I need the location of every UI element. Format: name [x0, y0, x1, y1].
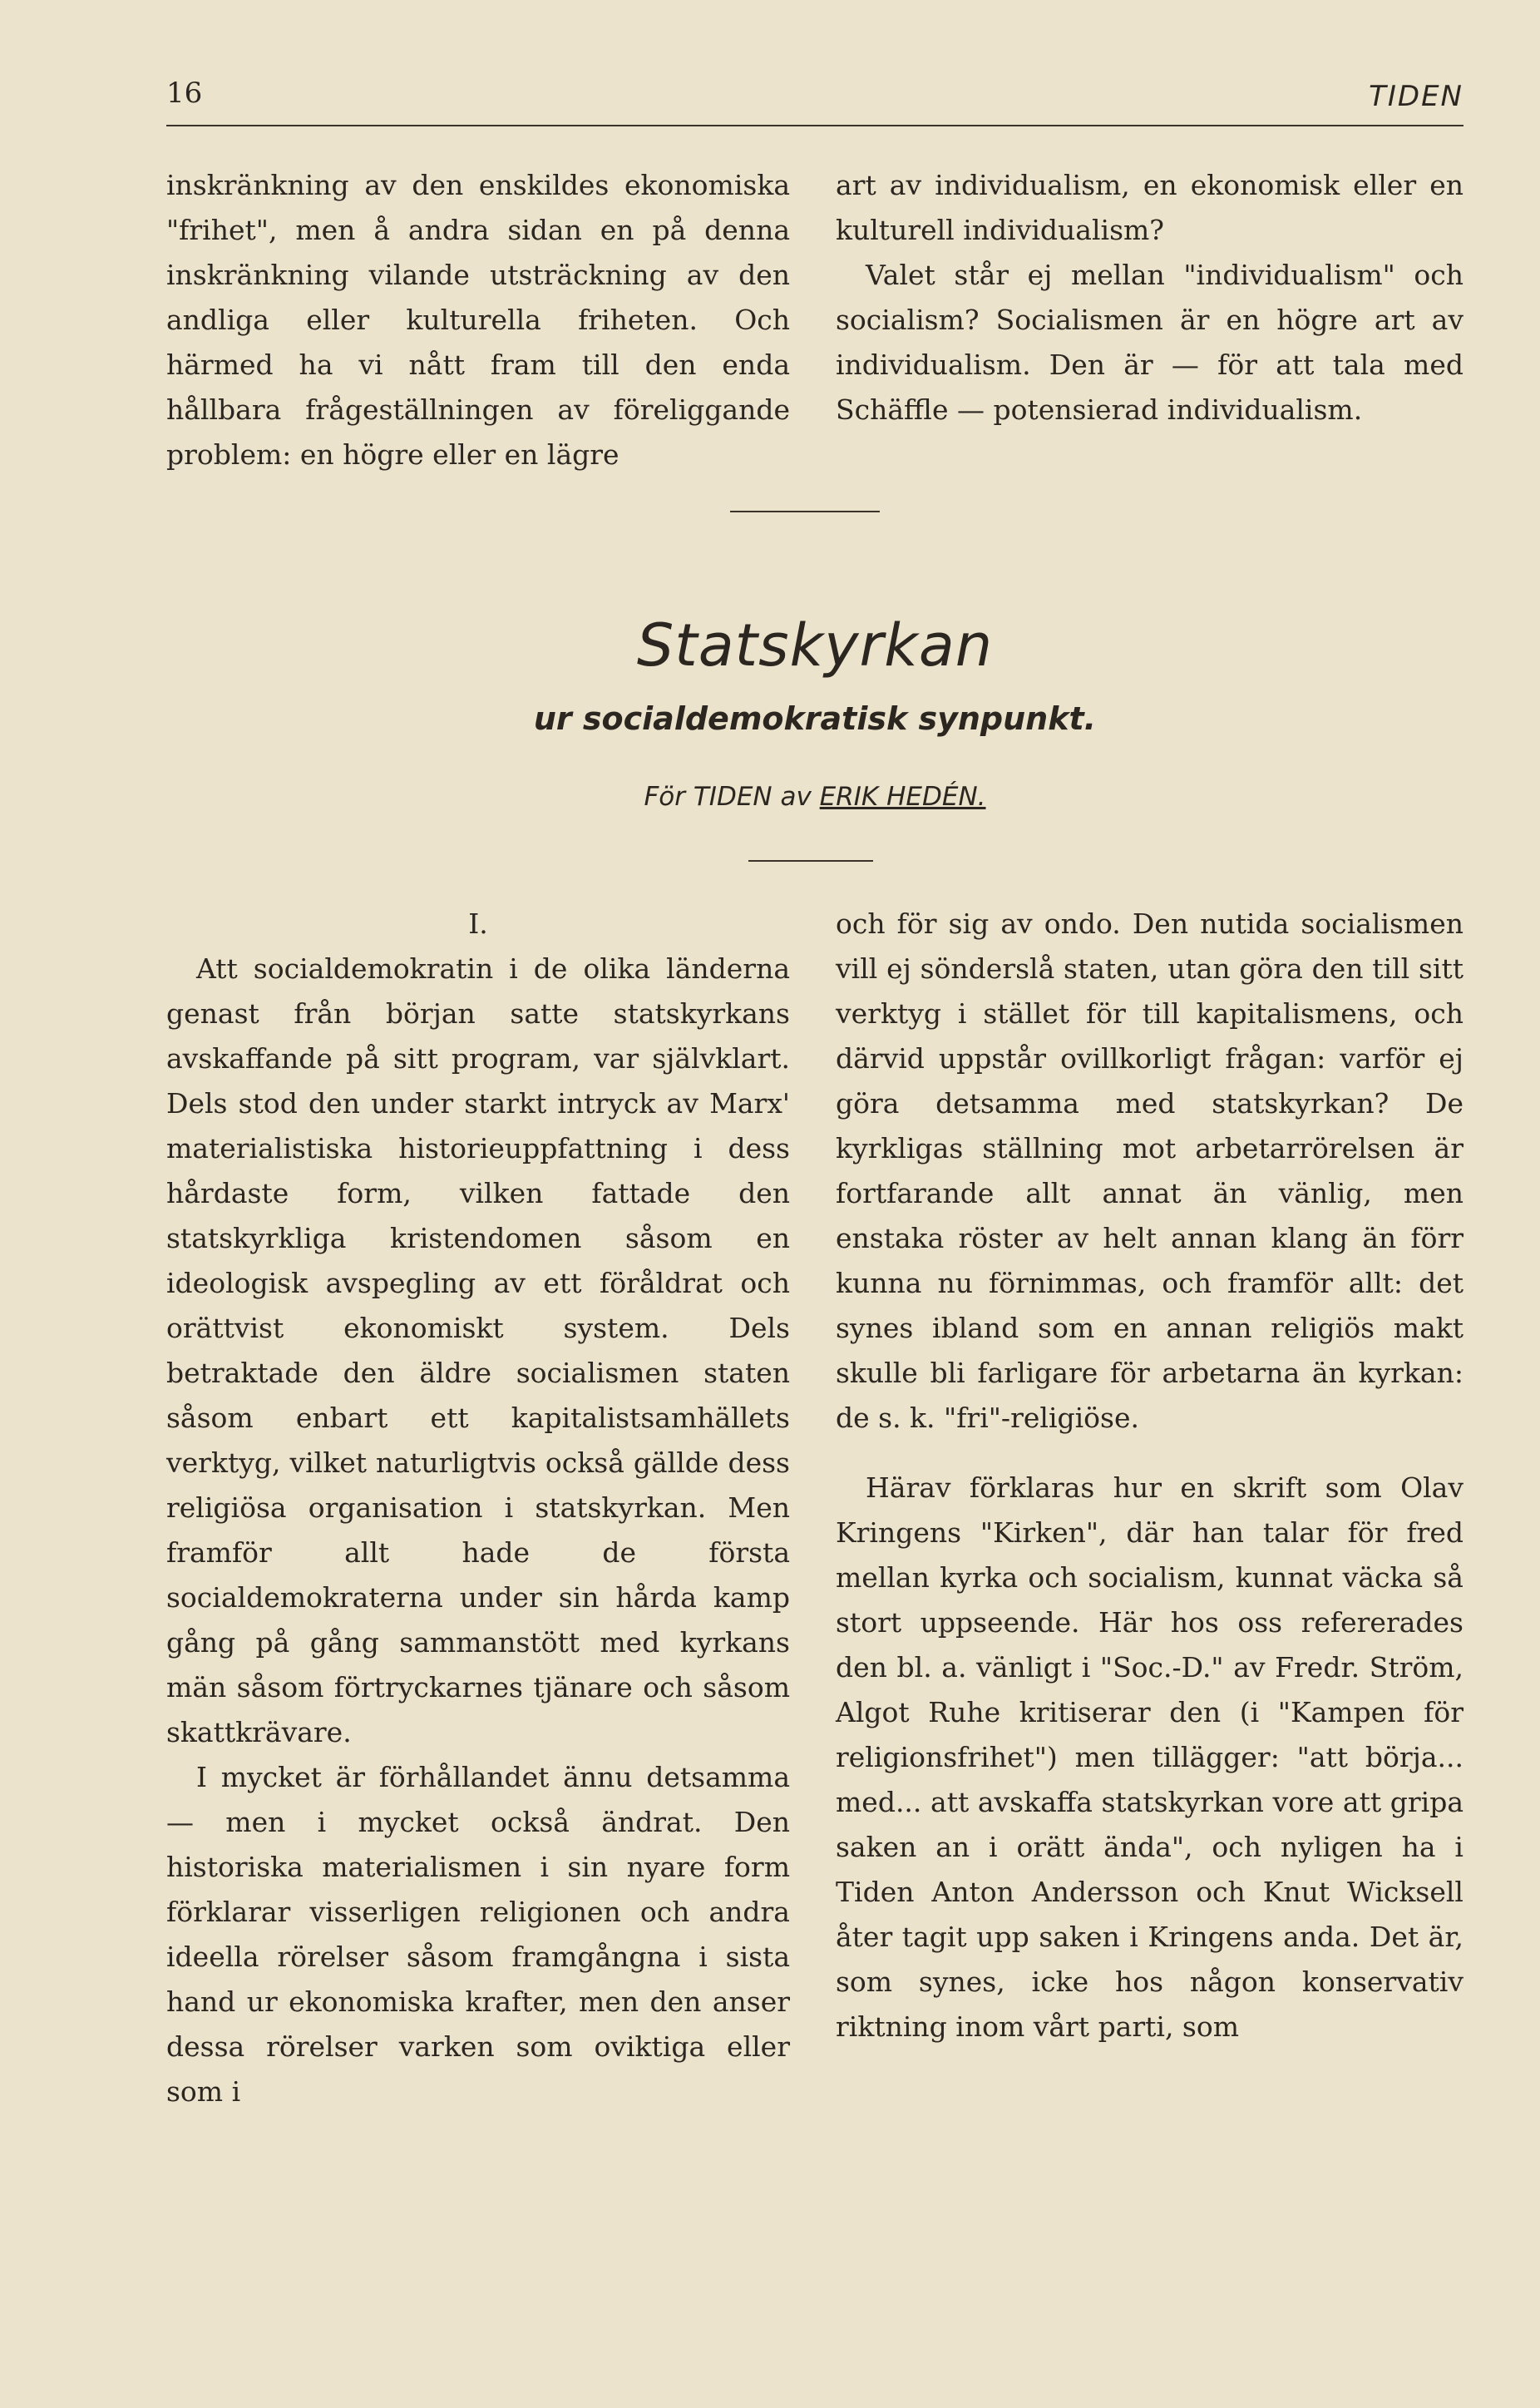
page-number: 16: [166, 77, 203, 110]
byline-prefix: För TIDEN av: [644, 782, 812, 812]
running-header: [166, 77, 1463, 126]
paragraph: Att socialdemokratin i de olika länderna genast från början satte statskyrkans avskaffande på sitt program, var självklart. Dels stod den under starkt intryck av Marx' materialistiska historieuppfattning i dess hårdaste form, vilken fattade den statskyrkliga kristendomen såsom en ideologisk avspegling av ett föråldrat och orättvist ekonomiskt system. Dels betraktade den äldre socialismen staten såsom enbart ett kapitalistsamhällets verktyg, vilket naturligtvis också gällde dess religiösa organisation i statskyrkan. Men framför allt hade de första socialdemokraterna under sin hårda kamp gång på gång sammanstött med kyrkans män såsom förtryckarnes tjänare och såsom skattkrävare.: [166, 952, 790, 1748]
title-divider: [748, 860, 873, 862]
journal-name: TIDEN: [1369, 80, 1463, 113]
section-divider: [730, 511, 880, 512]
paragraph: och för sig av ondo. Den nutida socialismen vill ej sönderslå staten, utan göra den till sitt verktyg i stället för till kapitalismens, och därvid uppstår ovillkorligt frågan: varför ej göra detsamma med statskyrkan? De kyrkligas ställning mot arbetarrörelsen är fortfarande allt annat än vänlig, men enstaka röster av helt annan klang än förr kunna nu förnimmas, och framför allt: det synes ibland som en annan religiös makt skulle bli farligare för arbetarna än kyrkan: de s. k. "fri"-religiöse.: [836, 907, 1463, 1434]
header-rule: [166, 125, 1463, 126]
section-numeral: I.: [468, 907, 488, 940]
article-column-left: [166, 902, 790, 2114]
continued-paragraph-end: art av individualism, en ekonomisk eller en kulturell individualism?: [836, 169, 1463, 246]
article-column-right: [836, 902, 1463, 2050]
continued-text-right: [836, 163, 1463, 433]
closing-paragraph: Valet står ej mellan "individualism" och socialism? Socialismen är en högre art av individualism. Den är — för att tala med Schäffle — potensierad individualism.: [836, 259, 1463, 426]
paragraph: Härav förklaras hur en skrift som Olav Kringens "Kirken", där han talar för fred mellan kyrka och socialism, kunnat väcka så stort uppseende. Här hos oss refererades den bl. a. vänligt i "Soc.-D." av Fredr. Ström, Algot Ruhe kritiserar den (i "Kampen för religionsfrihet") men tillägger: "att börja... med... att avskaffa statskyrkan vore att gripa saken an i orätt ända", och nyligen ha i Tiden Anton Andersson och Knut Wicksell åter tagit upp saken i Kringens anda. Det är, som synes, icke hos någon konservativ riktning inom vårt parti, som: [836, 1471, 1463, 2043]
article-byline: [166, 782, 1463, 812]
continued-paragraph: inskränkning av den enskildes ekonomiska "frihet", men å andra sidan en på denna inskränkning vilande utsträckning av den andliga eller kulturella friheten. Och härmed ha vi nått fram till den enda hållbara frågeställningen av föreliggande problem: en högre eller en lägre: [166, 169, 790, 471]
byline-author: ERIK HEDÉN.: [819, 782, 986, 812]
paragraph: I mycket är förhållandet ännu detsamma — men i mycket också ändrat. Den historiska materialismen i sin nyare form förklarar visserligen religionen och andra ideella rörelser såsom framgångna i sista hand ur ekonomiska krafter, men den anser dessa rörelser varken som oviktiga eller som i: [166, 1761, 790, 2108]
continued-text-left: [166, 163, 790, 477]
article-subtitle: ur socialdemokratisk synpunkt.: [533, 700, 1097, 737]
article-title: Statskyrkan: [636, 611, 994, 680]
